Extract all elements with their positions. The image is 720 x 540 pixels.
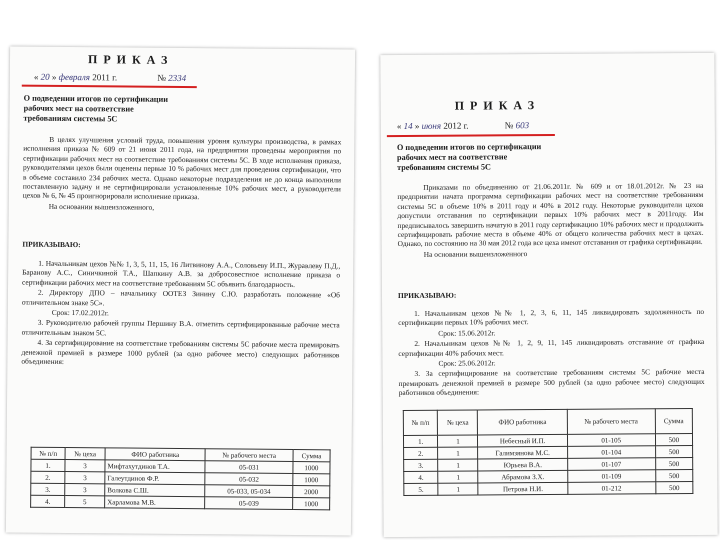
table-cell: Абрамова З.Х. bbox=[478, 470, 567, 483]
table-cell: Харламова М.В. bbox=[105, 496, 205, 509]
table-row bbox=[404, 482, 693, 496]
date-year: 2012 г. bbox=[443, 120, 469, 131]
table-cell: 4. bbox=[31, 495, 65, 507]
order-item-1: 1. Начальникам цехов №№ 1, 2, 3, 6, 11, 145 ликвидировать задолженность по сертификации первых 10% рабочих мест. bbox=[398, 306, 705, 328]
table-header: Сумма bbox=[293, 449, 330, 461]
document-right bbox=[380, 53, 717, 537]
body-paragraph: В целях улучшения условий труда, повышения уровня культуры производства, в рамках исполнения приказа № 609 от 21 июня 2011 года, на предприятии проведены мероприятия по сертификации рабочих мест на соответствие требованиям системы 5С. В ходе исполнения приказа, руководителями цехов были оценены первые 10 % рабочих мест для проведения сертификации, что в объеме составило 234 рабочих места. Однако некоторые подразделения не до конца выполнили поставленную задачу и не сертифицировали установленные 10% рабочих мест, а руководители цехов № 6, № 45 проигнорировали исполнение приказа. bbox=[22, 134, 342, 202]
table-cell: Петрова Н.И. bbox=[478, 482, 567, 495]
table-cell: 2000 bbox=[293, 485, 330, 497]
date-day: 20 bbox=[40, 71, 50, 82]
table-cell: 1 bbox=[438, 435, 478, 447]
red-underline bbox=[387, 134, 555, 137]
table-cell: 2. bbox=[31, 471, 65, 483]
table-header: № рабочего места bbox=[567, 409, 655, 435]
order-body bbox=[23, 135, 342, 215]
table-cell: 01-105 bbox=[567, 434, 655, 447]
table-cell: Галимзянова М.С. bbox=[478, 446, 567, 459]
order-title: ПРИКАЗ bbox=[454, 98, 541, 113]
order-number: 2334 bbox=[168, 72, 187, 84]
table-cell: 3 bbox=[65, 483, 105, 495]
body-basis: На основании вышеизложенного, bbox=[48, 201, 155, 212]
table-cell: 500 bbox=[655, 482, 692, 494]
order-number: 603 bbox=[515, 120, 530, 131]
table-cell: 5. bbox=[404, 483, 438, 495]
order-heading: О подведении итогов по сертификации рабочих мест на соответствие требованиям системы 5С bbox=[23, 93, 169, 124]
table-cell: 1000 bbox=[293, 473, 330, 485]
table-cell: 05-032 bbox=[205, 473, 293, 486]
date-quote-open: « bbox=[396, 121, 402, 132]
date-year: 2011 г. bbox=[92, 72, 118, 83]
order-item-4: 4. За сертифицирование на соответствие требованиям системы 5С рабочие места премировать денежной премией в размере 1000 рублей (за одно рабочее место) следующих работников объединения: bbox=[21, 338, 340, 367]
table-cell: 3. bbox=[404, 459, 438, 471]
order-word: ПРИКАЗЫВАЮ: bbox=[397, 290, 457, 301]
table-cell: Мифтахутдинов Т.А. bbox=[105, 460, 205, 473]
table-cell: Юрьева В.А. bbox=[478, 458, 567, 471]
table-header: Сумма bbox=[655, 409, 692, 434]
table-cell: 3. bbox=[31, 483, 65, 495]
table-cell: 1 bbox=[438, 459, 478, 471]
table-header: № п/п bbox=[31, 447, 65, 459]
table-cell: 1000 bbox=[293, 461, 330, 473]
number-label: № bbox=[504, 120, 514, 131]
order-title: ПРИКАЗ bbox=[87, 52, 174, 67]
table-cell: 2. bbox=[404, 447, 438, 459]
table-cell: 1000 bbox=[292, 497, 329, 509]
order-body bbox=[397, 181, 704, 260]
date-quote-open: « bbox=[33, 71, 39, 82]
table-cell: 01-104 bbox=[567, 446, 655, 459]
table-cell: Небесный И.П. bbox=[478, 434, 567, 447]
date-month: февраля bbox=[58, 71, 91, 83]
table-header: ФИО работника bbox=[105, 448, 205, 461]
order-item-3: 3. Руководителю рабочей группы Першину В.А. отметить сертифицированные рабочие места отличительным знаком 5С. bbox=[21, 318, 340, 338]
table-cell: 500 bbox=[655, 434, 692, 446]
table-cell: 01-212 bbox=[568, 482, 656, 495]
order-items bbox=[21, 259, 340, 370]
red-underline bbox=[22, 85, 197, 89]
table-cell: 05-031 bbox=[205, 461, 293, 474]
order-items bbox=[398, 307, 705, 399]
table-cell: 500 bbox=[655, 458, 692, 470]
table-header: № цеха bbox=[438, 410, 478, 435]
document-left bbox=[6, 47, 355, 536]
body-paragraph: Приказами по объединению от 21.06.2011г. № 609 и от 18.01.2012г. № 23 на предприятии начата программа сертификации рабочих мест на соответствие требованиям системы 5С в объеме 10% в 2011 году и 40% в 2012 году. Некоторые руководители цехов допустили отставания по сертификации первых 10% рабочих мест в 2011году. Им предписывалось завершить начатую в 2011 году сертификацию 10% рабочих мест и продолжить сертифицировать рабочие места в объеме 40% от общего количества рабочих мест в цехах. Однако, по состоянию на 30 мая 2012 года все цеха имеют отставания от графика сертификации. bbox=[397, 180, 704, 249]
order-item-3: 3. За сертифицирование на соответствие требованиям системы 5С рабочие места премировать денежной премией в размере 500 рублей (за одно рабочее место) следующих работников объединения: bbox=[398, 367, 705, 398]
table-cell: 5 bbox=[65, 495, 105, 507]
order-item-1: 1. Начальникам цехов №№ 1, 3, 5, 11, 15, 16 Литвинову А.А., Соловьеву И.П., Журавлеву П.Д., Баранову А.С., Синичкиной Т.А., Шапкину А.В. за добросовестное исполнение приказа о сертификации рабочих мест на соответствие требованиям 5С объявить благодарность. bbox=[22, 258, 341, 289]
table-cell: 1. bbox=[31, 459, 65, 471]
table-row bbox=[31, 495, 330, 510]
table-header: № п/п bbox=[403, 410, 438, 435]
order-word: ПРИКАЗЫВАЮ: bbox=[22, 239, 81, 250]
table-cell: 500 bbox=[655, 446, 692, 458]
table-cell: 1. bbox=[403, 435, 437, 447]
number-label: № bbox=[157, 72, 166, 83]
table-cell: 1 bbox=[438, 447, 478, 459]
table-cell: 3 bbox=[65, 460, 105, 472]
table-cell: Волкова С.Ш. bbox=[105, 484, 205, 497]
table-cell: Галеутдинов Ф.Р. bbox=[105, 472, 205, 485]
table-header-row bbox=[403, 409, 692, 436]
order-heading: О подведении итогов по сертификации рабочих мест на соответствие требованиям системы 5С bbox=[396, 142, 542, 173]
date-quote-close: » bbox=[414, 120, 420, 131]
table-cell: 05-039 bbox=[205, 497, 293, 510]
table-cell: 05-033, 05-034 bbox=[205, 485, 293, 498]
order-deadline: Срок: 15.06.2012г. bbox=[438, 328, 496, 338]
table-cell: 500 bbox=[655, 470, 692, 482]
table-cell: 4. bbox=[404, 471, 438, 483]
table-cell: 01-109 bbox=[567, 470, 655, 483]
order-item-2: 2. Начальникам цехов №№ 1, 2, 9, 11, 145 ликвидировать отставание от графика сертификации 40% рабочих мест. bbox=[398, 337, 705, 358]
table-header: № цеха bbox=[65, 448, 105, 460]
order-date bbox=[397, 120, 529, 131]
table-cell: 3 bbox=[65, 471, 105, 483]
table-cell: 1 bbox=[438, 471, 478, 483]
order-deadline: Срок: 25.06.2012г. bbox=[438, 358, 496, 368]
order-item-2: 2. Директору ДПО – начальнику ООТЕЗ Зинину С.Ю. разработать положение «Об отличительном знаке 5С». bbox=[21, 287, 341, 307]
body-basis: На основании вышеизложенного bbox=[423, 248, 528, 259]
table-header: ФИО работника bbox=[478, 409, 567, 435]
order-date bbox=[34, 72, 186, 83]
table-cell: 1 bbox=[438, 483, 478, 495]
order-deadline: Срок: 17.02.2012г. bbox=[51, 307, 109, 318]
date-quote-close: » bbox=[51, 71, 57, 82]
date-day: 14 bbox=[403, 120, 413, 132]
bonus-table bbox=[30, 447, 331, 511]
table-header: № рабочего места bbox=[205, 449, 293, 462]
bonus-table bbox=[403, 408, 694, 496]
date-month: июня bbox=[421, 120, 442, 131]
table-cell: 01-107 bbox=[567, 458, 655, 471]
